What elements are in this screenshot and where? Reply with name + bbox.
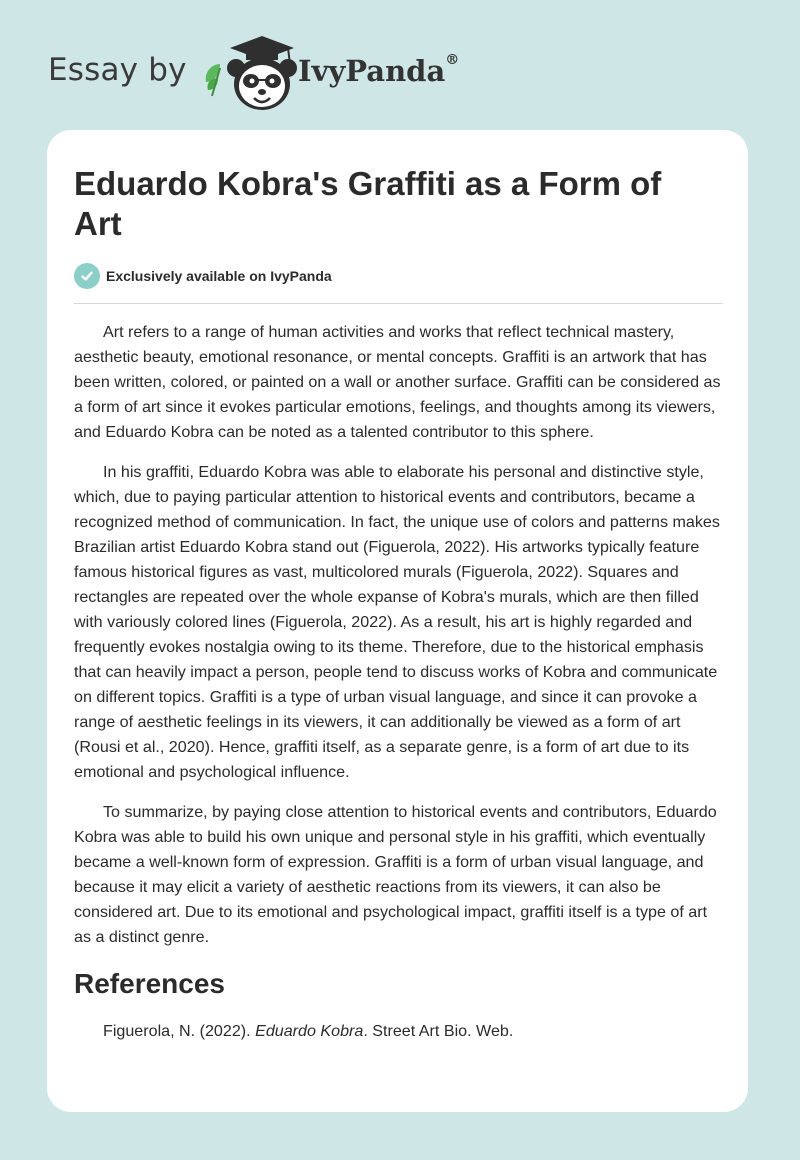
essay-card [47,130,748,1112]
reference-author: Figuerola, N. (2022). [103,1022,256,1040]
paragraph: To summarize, by paying close attention to historical events and contributors, Eduardo Kobra was able to build his own unique and personal style in his graffiti, which eventually became a well-known form of expression. Graffiti is a form of urban visual language, and because it may elicit a variety of aesthetic reactions from its viewers, it can also be considered art. Due to its emotional and psychological impact, graffiti itself is a type of art as a distinct genre. [74,803,717,946]
paragraph: Art refers to a range of human activities and works that reflect technical mastery, aesthetic beauty, emotional resonance, or mental concepts. Graffiti is an artwork that has been written, colored, or painted on a wall or another surface. Graffiti can be considered as a form of art since it evokes particular emotions, feelings, and thoughts among its viewers, and Eduardo Kobra can be noted as a talented contributor to this sphere. [74,323,721,441]
brand-name: IvyPanda® [298,52,460,88]
essay-title: Eduardo Kobra's Graffiti as a Form of Art [74,165,662,242]
check-circle-icon [74,263,100,289]
site-header [48,34,648,114]
exclusive-badge [74,263,332,289]
essay-by-label: Essay by [48,52,187,88]
panda-graduate-logo-icon [200,34,300,114]
reference-title: Eduardo Kobra [255,1022,364,1040]
exclusive-label: Exclusively available on IvyPanda [106,268,332,284]
paragraph: In his graffiti, Eduardo Kobra was able to elaborate his personal and distinctive style, which, due to paying particular attention to historical events and contributors, became a recognized method of communication. In fact, the unique use of colors and patterns makes Brazilian artist Eduardo Kobra stand out (Figuerola, 2022). His artworks typically feature famous historical figures as vast, multicolored murals (Figuerola, 2022). Squares and rectangles are repeated over the whole expanse of Kobra's murals, which are then filled with variously colored lines (Figuerola, 2022). As a result, his art is highly regarded and frequently evokes nostalgia owing to its theme. Therefore, due to the historical emphasis that can heavily impact a person, people tend to discuss works of Kobra and communicate on different topics. Graffiti is a type of urban visual language, and since it can provoke a range of aesthetic feelings in its viewers, it can additionally be viewed as a form of art (Rousi et al., 2020). Hence, graffiti itself, as a separate genre, is a form of art due to its emotional and psychological influence. [74,463,720,781]
reference-source: . Street Art Bio. Web. [363,1022,514,1040]
essay-body [74,320,724,1044]
reference-item [74,1019,724,1044]
registered-mark: ® [445,52,460,68]
divider [74,303,723,304]
references-heading: References [74,968,225,999]
